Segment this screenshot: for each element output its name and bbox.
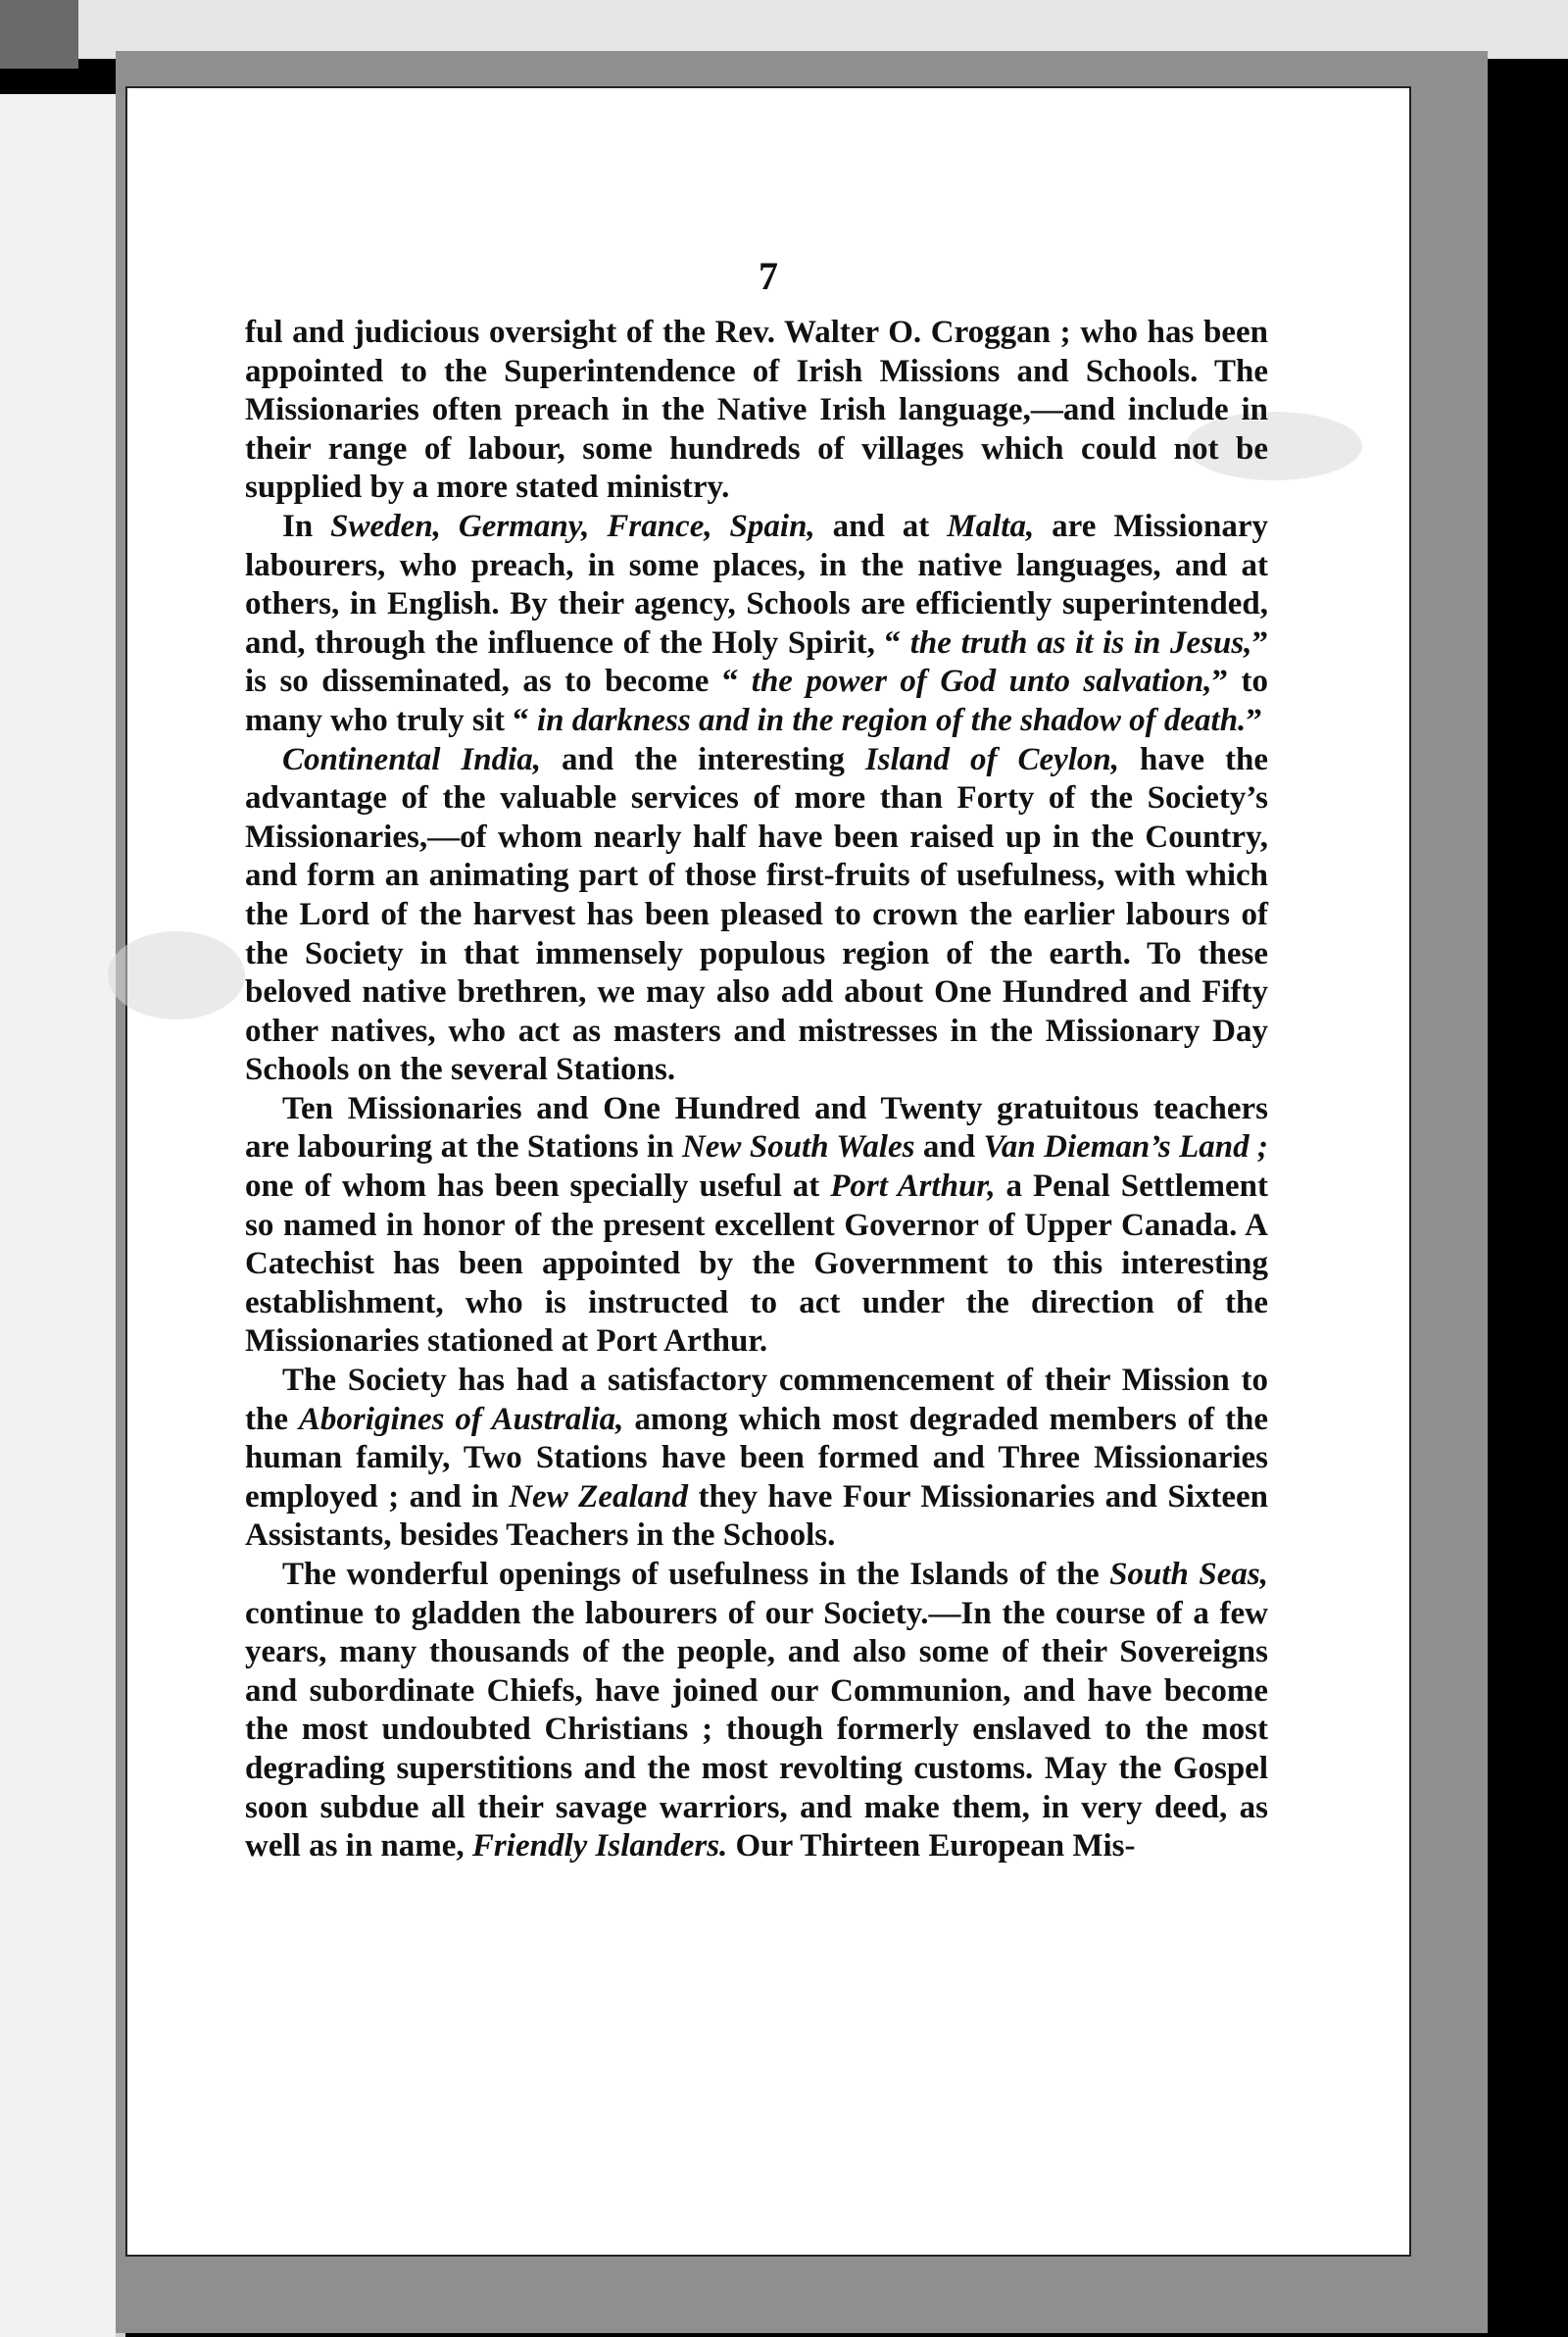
italic-text-run: Malta,: [947, 508, 1035, 544]
paragraph-irish-missions: [245, 314, 1268, 508]
italic-text-run: Van Dieman’s Land ;: [983, 1129, 1269, 1166]
italic-text-run: South Seas,: [1109, 1557, 1268, 1592]
italic-text-run: the truth as it is in Jesus,: [909, 624, 1252, 661]
italic-text-run: New Zealand: [509, 1478, 688, 1515]
paragraph-new-south-wales: [245, 1090, 1268, 1362]
show-through-stain: [108, 931, 245, 1019]
text-run: The Society has had a satisfactory commencement of their Mission to the: [245, 1363, 1268, 1437]
italic-text-run: Friendly Islanders.: [471, 1828, 728, 1865]
italic-text-run: Port Arthur,: [830, 1168, 996, 1205]
italic-text-run: New South Wales: [681, 1129, 915, 1166]
scan-binding-shadow: [0, 0, 78, 69]
text-run: they have Four Missionaries and Sixteen Assistants, besides Teachers in the Schools.: [245, 1478, 1268, 1554]
text-run: continue to gladden the labourers of our Society.—In the course of a few years, many thousands of the people, and also some of their Sovereigns and subordinate Chiefs, have joined our Communion, and have become the most undoubted Christians ; though formerly enslaved to the most degrading superstitions and the most revolting customs. May the Gospel soon subdue all their savage warriors, and make them, in very deed, as well as in name,: [245, 1595, 1268, 1865]
text-run: The wonderful openings of usefulness in the Islands of the: [282, 1557, 1110, 1592]
text-run: have the advantage of the valuable services of more than Forty of the Society’s Missionaries,—of whom nearly half have been raised up in the Country, and form an animating part of those first-fruits of usefulness, with which the Lord of the harvest has been pleased to crown the earlier labours of the Society in that immensely populous region of the earth. To these beloved native brethren, we may also add about One Hundred and Fifty other natives, who act as masters and mistresses in the Missionary Day Schools on the several Stations.: [245, 741, 1268, 1088]
page-number: 7: [759, 254, 778, 298]
text-run: are Missionary labourers, who preach, in some places, in the native languages, and at others, in English. By their agency, Schools are efficiently superintended, and, through the influence of the Holy Spirit, “: [245, 508, 1268, 661]
text-run: ” is so disseminated, as to become “: [245, 624, 1268, 700]
italic-text-run: Island of Ceylon,: [864, 741, 1120, 777]
text-run: Ten Missionaries and One Hundred and Twenty gratuitous teachers are labouring at the Stations in: [245, 1090, 1268, 1166]
text-run: Our Thirteen European Mis-: [727, 1828, 1136, 1865]
scan-top-strip: [0, 0, 1568, 59]
text-run: a Penal Settlement so named in honor of the present excellent Governor of Upper Canada. A Catechist has been appointed by the Government to this interesting establishment, who is instructed to act under the direction of the Missionaries stationed at Port Arthur.: [245, 1168, 1268, 1360]
paragraph-europe-missions: [245, 508, 1268, 741]
italic-text-run: Continental India,: [282, 741, 541, 777]
text-run: ”: [1246, 702, 1262, 738]
paragraph-south-seas: [245, 1556, 1268, 1866]
text-run: and at: [814, 508, 948, 544]
text-run: ” to many who truly sit “: [245, 664, 1268, 738]
italic-text-run: Aborigines of Australia,: [298, 1401, 624, 1437]
italic-text-run: in darkness and in the region of the shadow of death.: [536, 702, 1247, 738]
paragraph-india-ceylon: [245, 741, 1268, 1090]
italic-text-run: the power of God unto salvation,: [751, 664, 1212, 700]
text-run: ful and judicious oversight of the Rev. Walter O. Croggan ; who has been appointed to the Superintendence of Irish Missions and Schools. The Missionaries often preach in the Native Irish language,—and include in their range of labour, some hundreds of villages which could not be supplied by a more stated ministry.: [245, 315, 1268, 506]
document-page: [125, 86, 1411, 2257]
text-run: In: [282, 508, 331, 544]
text-run: one of whom has been specially useful at: [245, 1168, 831, 1205]
text-run: and the interesting: [540, 741, 865, 777]
text-run: among which most degraded members of the human family, Two Stations have been formed and Three Missionaries employed ; and in: [245, 1401, 1268, 1515]
paragraph-australia-new-zealand: [245, 1362, 1268, 1556]
italic-text-run: Sweden, Germany, France, Spain,: [330, 508, 815, 544]
text-run: and: [914, 1129, 984, 1166]
body-text: [245, 314, 1268, 1866]
facing-page-edge: [0, 94, 116, 2337]
